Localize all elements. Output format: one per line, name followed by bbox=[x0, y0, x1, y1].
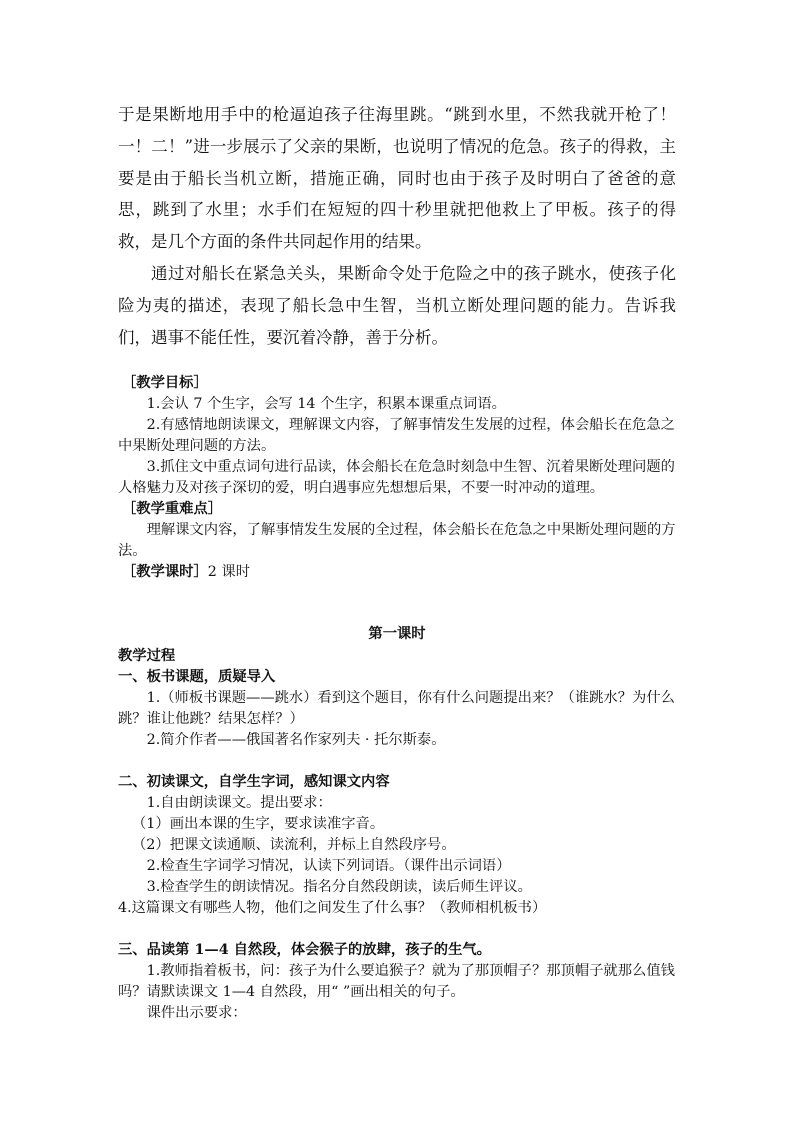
hours-line bbox=[118, 562, 676, 583]
process-label: 教学过程 bbox=[118, 648, 176, 664]
section-2-item: 4.这篇课文有哪些人物，他们之间发生了什么事？（教师相机板书） bbox=[118, 900, 547, 916]
summary-section bbox=[118, 99, 676, 353]
section-3-item: 1.教师指着板书，问：孩子为什么要追猴子？就为了那顶帽子？那顶帽子就那么值钱吗？请默读课文 1—4 自然段，用“ ”画出相关的句子。 bbox=[118, 963, 675, 1000]
section-2-item: （1）画出本课的生字，要求读准字音。 bbox=[132, 816, 385, 832]
summary-paragraph-2: 通过对船长在紧急关头，果断命令处于危险之中的孩子跳水，使孩子化险为夷的描述，表现了船长急中生智，当机立断处理问题的能力。告诉我们，遇事不能任性，要沉着冷静，善于分析。 bbox=[118, 263, 676, 347]
section-1-item: 2.简介作者——俄国著名作家列夫 · 托尔斯泰。 bbox=[146, 732, 446, 748]
teaching-goals-section bbox=[118, 373, 676, 583]
section-2-heading: 二、初读课文，自学生字词，感知课文内容 bbox=[118, 774, 390, 790]
hours-heading: ［教学课时］ bbox=[122, 564, 208, 580]
goal-item: 2.有感情地朗读课文，理解课文内容，了解事情发生发展的过程，体会船长在危急之中果断处理问题的方法。 bbox=[118, 417, 675, 454]
section-2-item: （2）把课文读通顺、读流利，并标上自然段序号。 bbox=[132, 837, 456, 853]
goals-heading: ［教学目标］ bbox=[122, 375, 208, 391]
section-1-item: 1.（师板书课题——跳水）看到这个题目，你有什么问题提出来？（谁跳水？为什么跳？谁让他跳？结果怎样？） bbox=[118, 690, 675, 727]
keypoints-text: 理解课文内容，了解事情发生发展的全过程，体会船长在危急之中果断处理问题的方法。 bbox=[118, 522, 676, 559]
keypoints-heading: ［教学重难点］ bbox=[122, 501, 223, 517]
summary-paragraph-1: 于是果断地用手中的枪逼迫孩子往海里跳。“跳到水里，不然我就开枪了！一！二！”进一步展示了父亲的果断，也说明了情况的危急。孩子的得救，主要是由于船长当机立断，措施正确，同时也由于孩子及时明白了爸爸的意思，跳到了水里；水手们在短短的四十秒里就把他救上了甲板。孩子的得救，是几个方面的条件共同起作用的结果。 bbox=[118, 105, 676, 252]
section-2-item: 3.检查学生的朗读情况。指名分自然段朗读，读后师生评议。 bbox=[146, 879, 532, 895]
goal-item: 1.会认 7 个生字，会写 14 个生字，积累本课重点词语。 bbox=[146, 396, 506, 412]
goal-item: 3.抓住文中重点词句进行品读，体会船长在危急时刻急中生智、沉着果断处理问题的人格魅力及对孩子深切的爱，明白遇事应先想想后果，不要一时冲动的道理。 bbox=[118, 459, 675, 496]
lesson-section bbox=[118, 624, 676, 1024]
section-1-heading: 一、板书课题，质疑导入 bbox=[118, 669, 276, 685]
section-3-item: 课件出示要求： bbox=[146, 1005, 247, 1021]
section-2-item: 2.检查生字词学习情况，认读下列词语。（课件出示词语） bbox=[146, 858, 511, 874]
section-3-heading: 三、品读第 1—4 自然段，体会猴子的放肆，孩子的生气。 bbox=[118, 942, 491, 958]
section-2-item: 1.自由朗读课文。提出要求： bbox=[146, 795, 332, 811]
lesson-title: 第一课时 bbox=[368, 626, 426, 642]
hours-value: 2 课时 bbox=[207, 564, 251, 580]
